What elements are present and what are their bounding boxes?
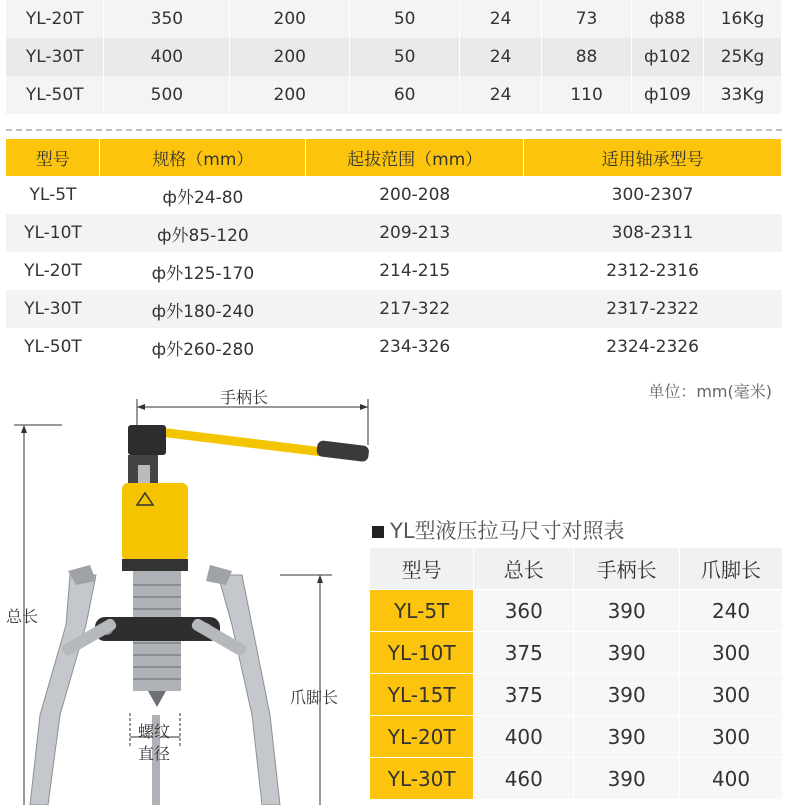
dimension-cell: 390 bbox=[574, 716, 680, 758]
size-cell: 308-2311 bbox=[524, 214, 782, 252]
hydraulic-puller-illustration bbox=[0, 385, 370, 805]
size-row bbox=[6, 176, 782, 214]
dimension-cell: 390 bbox=[574, 674, 680, 716]
size-cell: 234-326 bbox=[306, 328, 524, 366]
spec-cell: YL-30T bbox=[6, 38, 104, 76]
spec-cell: ф88 bbox=[632, 0, 704, 38]
dimension-cell: 300 bbox=[680, 716, 783, 758]
dimension-header-cell: 手柄长 bbox=[574, 548, 680, 590]
dimension-cell: 300 bbox=[680, 632, 783, 674]
size-table bbox=[6, 139, 782, 366]
size-header-cell: 型号 bbox=[6, 139, 100, 176]
spec-cell: 24 bbox=[460, 38, 542, 76]
spec-cell: 50 bbox=[350, 38, 460, 76]
total-length-label: 总长 bbox=[6, 607, 39, 626]
dimension-cell: YL-30T bbox=[370, 758, 474, 800]
dimension-cell: 375 bbox=[474, 632, 574, 674]
dimension-cell: YL-5T bbox=[370, 590, 474, 632]
size-cell: YL-30T bbox=[6, 290, 100, 328]
spec-cell: ф109 bbox=[632, 76, 704, 114]
size-cell: 300-2307 bbox=[524, 176, 782, 214]
size-row bbox=[6, 290, 782, 328]
size-cell: 2324-2326 bbox=[524, 328, 782, 366]
size-cell: YL-5T bbox=[6, 176, 100, 214]
puller-drawing bbox=[0, 385, 370, 805]
size-cell: ф外24-80 bbox=[100, 176, 306, 214]
size-cell: 200-208 bbox=[306, 176, 524, 214]
size-cell: YL-20T bbox=[6, 252, 100, 290]
spec-row bbox=[6, 76, 782, 114]
handle-length-label: 手柄长 bbox=[220, 388, 269, 407]
size-header-cell: 适用轴承型号 bbox=[524, 139, 782, 176]
spec-cell: 200 bbox=[230, 38, 350, 76]
size-cell: ф外180-240 bbox=[100, 290, 306, 328]
spec-cell: 24 bbox=[460, 0, 542, 38]
spec-cell: 16Kg bbox=[703, 0, 781, 38]
size-row bbox=[6, 214, 782, 252]
dimension-cell: YL-20T bbox=[370, 716, 474, 758]
spec-cell: 200 bbox=[230, 76, 350, 114]
spec-table bbox=[6, 0, 782, 114]
diameter-label: 直径 bbox=[138, 744, 171, 763]
size-cell: ф外125-170 bbox=[100, 252, 306, 290]
dimension-cell: YL-10T bbox=[370, 632, 474, 674]
dimension-table bbox=[370, 548, 783, 800]
dimension-header-cell: 型号 bbox=[370, 548, 474, 590]
spec-row bbox=[6, 38, 782, 76]
size-cell: ф外85-120 bbox=[100, 214, 306, 252]
dimension-row bbox=[370, 590, 783, 632]
dimension-header-cell: 总长 bbox=[474, 548, 574, 590]
size-header-cell: 起拔范围（mm） bbox=[306, 139, 524, 176]
claw-length-label: 爪脚长 bbox=[290, 688, 339, 707]
size-row bbox=[6, 328, 782, 366]
dimension-table-header bbox=[370, 548, 783, 590]
dimension-cell: 390 bbox=[574, 758, 680, 800]
dimension-cell: 240 bbox=[680, 590, 783, 632]
spec-cell: 400 bbox=[104, 38, 230, 76]
dimension-cell: YL-15T bbox=[370, 674, 474, 716]
square-bullet-icon bbox=[372, 526, 384, 538]
size-table-header bbox=[6, 139, 782, 176]
size-row bbox=[6, 252, 782, 290]
spec-cell: 88 bbox=[542, 38, 632, 76]
dimension-row bbox=[370, 674, 783, 716]
thread-label: 螺纹 bbox=[138, 722, 171, 741]
size-header-cell: 规格（mm） bbox=[100, 139, 306, 176]
spec-cell: 50 bbox=[350, 0, 460, 38]
dimension-row bbox=[370, 716, 783, 758]
unit-note: 单位：mm(毫米) bbox=[648, 382, 772, 401]
spec-cell: 200 bbox=[230, 0, 350, 38]
dimension-cell: 375 bbox=[474, 674, 574, 716]
size-cell: 2317-2322 bbox=[524, 290, 782, 328]
spec-cell: 110 bbox=[542, 76, 632, 114]
dimension-table-title-text: YL型液压拉马尺寸对照表 bbox=[390, 519, 625, 543]
size-cell: YL-10T bbox=[6, 214, 100, 252]
dimension-header-cell: 爪脚长 bbox=[680, 548, 783, 590]
size-cell: 217-322 bbox=[306, 290, 524, 328]
size-cell: 209-213 bbox=[306, 214, 524, 252]
dimension-table-title bbox=[372, 515, 625, 545]
spec-cell: 33Kg bbox=[703, 76, 781, 114]
size-cell: ф外260-280 bbox=[100, 328, 306, 366]
spec-cell: 500 bbox=[104, 76, 230, 114]
spec-row bbox=[6, 0, 782, 38]
dimension-cell: 360 bbox=[474, 590, 574, 632]
dimension-cell: 300 bbox=[680, 674, 783, 716]
dimension-cell: 460 bbox=[474, 758, 574, 800]
size-cell: YL-50T bbox=[6, 328, 100, 366]
spec-cell: 24 bbox=[460, 76, 542, 114]
dimension-row bbox=[370, 758, 783, 800]
spec-cell: 73 bbox=[542, 0, 632, 38]
dimension-cell: 390 bbox=[574, 590, 680, 632]
spec-cell: 60 bbox=[350, 76, 460, 114]
dimension-cell: 400 bbox=[474, 716, 574, 758]
spec-cell: YL-20T bbox=[6, 0, 104, 38]
spec-cell: ф102 bbox=[632, 38, 704, 76]
dashed-divider bbox=[6, 129, 782, 131]
size-cell: 2312-2316 bbox=[524, 252, 782, 290]
spec-cell: 350 bbox=[104, 0, 230, 38]
dimension-cell: 400 bbox=[680, 758, 783, 800]
spec-cell: YL-50T bbox=[6, 76, 104, 114]
dimension-cell: 390 bbox=[574, 632, 680, 674]
size-cell: 214-215 bbox=[306, 252, 524, 290]
dimension-row bbox=[370, 632, 783, 674]
spec-cell: 25Kg bbox=[703, 38, 781, 76]
